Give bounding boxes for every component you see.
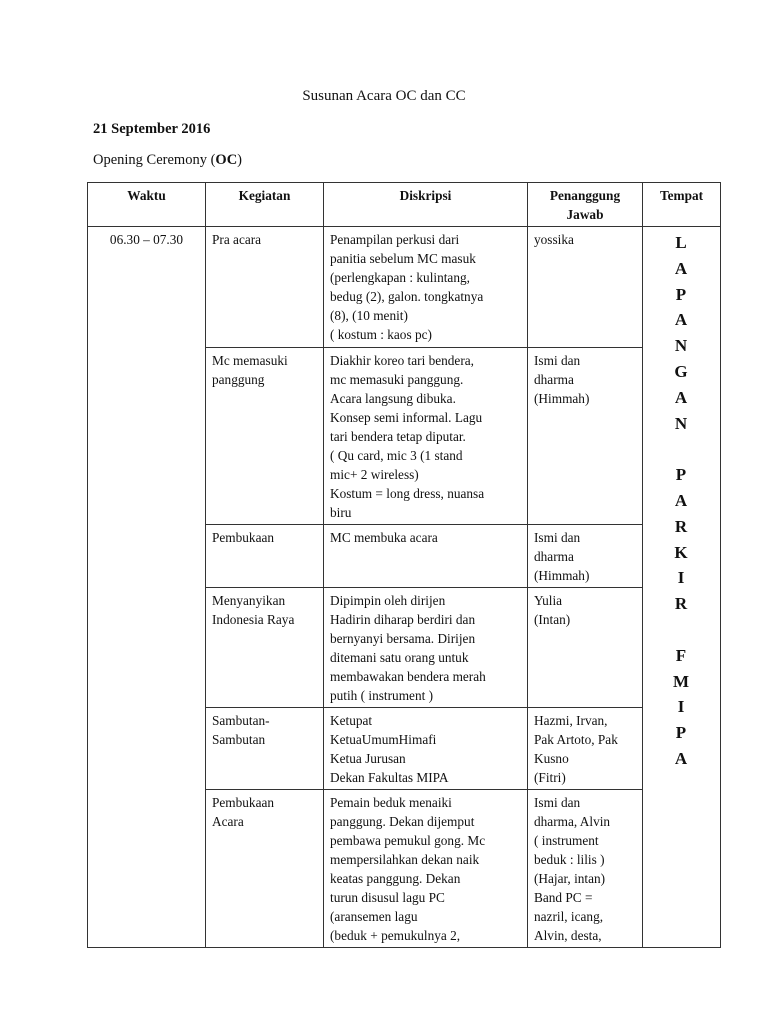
kegiatan-line: Menyanyikan: [212, 593, 286, 608]
subtitle-bold: OC: [215, 152, 238, 168]
diskripsi-line: (aransemen lagu: [330, 909, 418, 924]
tempat-letter: R: [674, 594, 689, 614]
diskripsi-line: Dekan Fakultas MIPA: [330, 770, 449, 785]
kegiatan-cell: [206, 588, 324, 708]
diskripsi-line: MC membuka acara: [330, 530, 438, 545]
penanggung-jawab-cell: [528, 348, 643, 525]
diskripsi-line: Dipimpin oleh dirijen: [330, 593, 446, 608]
document-title: Susunan Acara OC dan CC: [302, 88, 466, 104]
kegiatan-line: Indonesia Raya: [212, 612, 295, 627]
tempat-letter: L: [675, 233, 688, 252]
penanggung-jawab-line: (Intan): [534, 612, 571, 627]
penanggung-jawab-line: Ismi dan: [534, 353, 581, 368]
diskripsi-line: ( kostum : kaos pc): [330, 327, 432, 342]
tempat-letter: P: [675, 465, 688, 485]
document-date: 21 September 2016: [93, 121, 211, 137]
header-diskripsi: Diskripsi: [324, 183, 528, 227]
diskripsi-line: mc memasuki panggung.: [330, 372, 464, 387]
tempat-letter: I: [677, 697, 686, 717]
diskripsi-cell: [324, 525, 528, 588]
tempat-letter: P: [675, 284, 688, 304]
kegiatan-cell: [206, 227, 324, 348]
diskripsi-line: Acara langsung dibuka.: [330, 391, 456, 406]
diskripsi-cell: [324, 588, 528, 708]
penanggung-jawab-cell: [528, 525, 643, 588]
penanggung-jawab-line: (Himmah): [534, 391, 590, 406]
penanggung-jawab-line: Ismi dan: [534, 530, 581, 545]
diskripsi-line: (beduk + pemukulnya 2,: [330, 928, 461, 943]
penanggung-jawab-cell: [528, 588, 643, 708]
subtitle-prefix: Opening Ceremony (: [93, 152, 216, 168]
penanggung-jawab-line: Alvin, desta,: [534, 928, 602, 943]
diskripsi-line: ( Qu card, mic 3 (1 stand: [330, 448, 463, 463]
penanggung-jawab-line: Yulia: [534, 593, 563, 608]
diskripsi-cell: [324, 708, 528, 790]
diskripsi-line: Pemain beduk menaiki: [330, 795, 452, 810]
tempat-letter: G: [674, 361, 689, 381]
diskripsi-line: Ketupat: [330, 713, 373, 728]
diskripsi-line: tari bendera tetap diputar.: [330, 429, 466, 444]
diskripsi-line: bernyanyi bersama. Dirijen: [330, 631, 476, 646]
table-body: [88, 227, 721, 948]
diskripsi-line: Penampilan perkusi dari: [330, 232, 460, 247]
diskripsi-line: Hadirin diharap berdiri dan: [330, 612, 476, 627]
diskripsi-line: pembawa pemukul gong. Mc: [330, 833, 486, 848]
penanggung-jawab-cell: [528, 708, 643, 790]
penanggung-jawab-line: (Himmah): [534, 568, 590, 583]
tempat-letter: M: [672, 671, 691, 691]
header-tempat: Tempat: [643, 183, 721, 227]
penanggung-jawab-line: yossika: [534, 232, 574, 247]
diskripsi-cell: [324, 790, 528, 948]
penanggung-jawab-line: (Hajar, intan): [534, 871, 606, 886]
diskripsi-line: keatas panggung. Dekan: [330, 871, 461, 886]
penanggung-jawab-cell: [528, 790, 643, 948]
tempat-letter: N: [674, 413, 689, 433]
diskripsi-line: panitia sebelum MC masuk: [330, 251, 476, 266]
kegiatan-line: Pra acara: [212, 232, 262, 247]
kegiatan-line: Sambutan-: [212, 713, 270, 728]
penanggung-jawab-line: dharma: [534, 549, 574, 564]
kegiatan-cell: [206, 525, 324, 588]
header-waktu: Waktu: [88, 183, 206, 227]
diskripsi-line: ditemani satu orang untuk: [330, 650, 469, 665]
diskripsi-line: mempersilahkan dekan naik: [330, 852, 480, 867]
header-kegiatan: Kegiatan: [206, 183, 324, 227]
diskripsi-line: panggung. Dekan dijemput: [330, 814, 475, 829]
header-penanggung-jawab: Penanggung Jawab: [528, 183, 643, 227]
tempat-letter: N: [674, 336, 689, 356]
diskripsi-line: biru: [330, 505, 352, 520]
kegiatan-line: Pembukaan: [212, 795, 275, 810]
kegiatan-line: Sambutan: [212, 732, 266, 747]
diskripsi-line: (perlengkapan : kulintang,: [330, 270, 470, 285]
tempat-gap: [649, 436, 714, 462]
penanggung-jawab-line: Band PC =: [534, 890, 593, 905]
diskripsi-line: bedug (2), galon. tongkatnya: [330, 289, 484, 304]
penanggung-jawab-cell: [528, 227, 643, 348]
waktu-cell: 06.30 – 07.30: [88, 227, 206, 948]
diskripsi-line: mic+ 2 wireless): [330, 467, 419, 482]
diskripsi-line: Ketua Jurusan: [330, 751, 406, 766]
tempat-cell: [643, 227, 721, 948]
penanggung-jawab-line: dharma, Alvin: [534, 814, 611, 829]
kegiatan-line: panggung: [212, 372, 265, 387]
tempat-letter: R: [674, 516, 689, 536]
tempat-letter: A: [674, 387, 689, 407]
subtitle-suffix: ): [237, 152, 243, 168]
tempat-letter: K: [674, 542, 689, 562]
tempat-letter: A: [674, 490, 689, 510]
table-row: [88, 227, 721, 348]
diskripsi-line: Konsep semi informal. Lagu: [330, 410, 483, 425]
kegiatan-line: Mc memasuki: [212, 353, 288, 368]
penanggung-jawab-line: beduk : lilis ): [534, 852, 605, 867]
diskripsi-line: Kostum = long dress, nuansa: [330, 486, 485, 501]
penanggung-jawab-line: Ismi dan: [534, 795, 581, 810]
diskripsi-cell: [324, 227, 528, 348]
diskripsi-line: membawakan bendera merah: [330, 669, 486, 684]
penanggung-jawab-line: Hazmi, Irvan,: [534, 713, 608, 728]
tempat-letter: F: [675, 645, 688, 665]
kegiatan-cell: [206, 790, 324, 948]
diskripsi-line: turun disusul lagu PC: [330, 890, 445, 905]
diskripsi-line: (8), (10 menit): [330, 308, 408, 323]
kegiatan-line: Pembukaan: [212, 530, 275, 545]
tempat-letter: P: [675, 723, 688, 743]
tempat-letter: A: [674, 748, 689, 768]
penanggung-jawab-line: dharma: [534, 372, 574, 387]
diskripsi-line: putih ( instrument ): [330, 688, 434, 703]
diskripsi-line: KetuaUmumHimafi: [330, 732, 437, 747]
section-subtitle: [93, 152, 242, 169]
penanggung-jawab-line: Pak Artoto, Pak: [534, 732, 618, 747]
tempat-letter: I: [677, 568, 686, 588]
kegiatan-cell: [206, 348, 324, 525]
tempat-letter: A: [674, 310, 689, 330]
penanggung-jawab-line: Kusno: [534, 751, 569, 766]
tempat-letter: A: [674, 258, 689, 278]
penanggung-jawab-line: (Fitri): [534, 770, 566, 785]
diskripsi-cell: [324, 348, 528, 525]
tempat-gap: [649, 617, 714, 643]
penanggung-jawab-line: ( instrument: [534, 833, 599, 848]
penanggung-jawab-line: nazril, icang,: [534, 909, 604, 924]
schedule-table: [87, 182, 721, 948]
diskripsi-line: Diakhir koreo tari bendera,: [330, 353, 474, 368]
kegiatan-line: Acara: [212, 814, 244, 829]
kegiatan-cell: [206, 708, 324, 790]
table-header-row: [88, 183, 721, 227]
